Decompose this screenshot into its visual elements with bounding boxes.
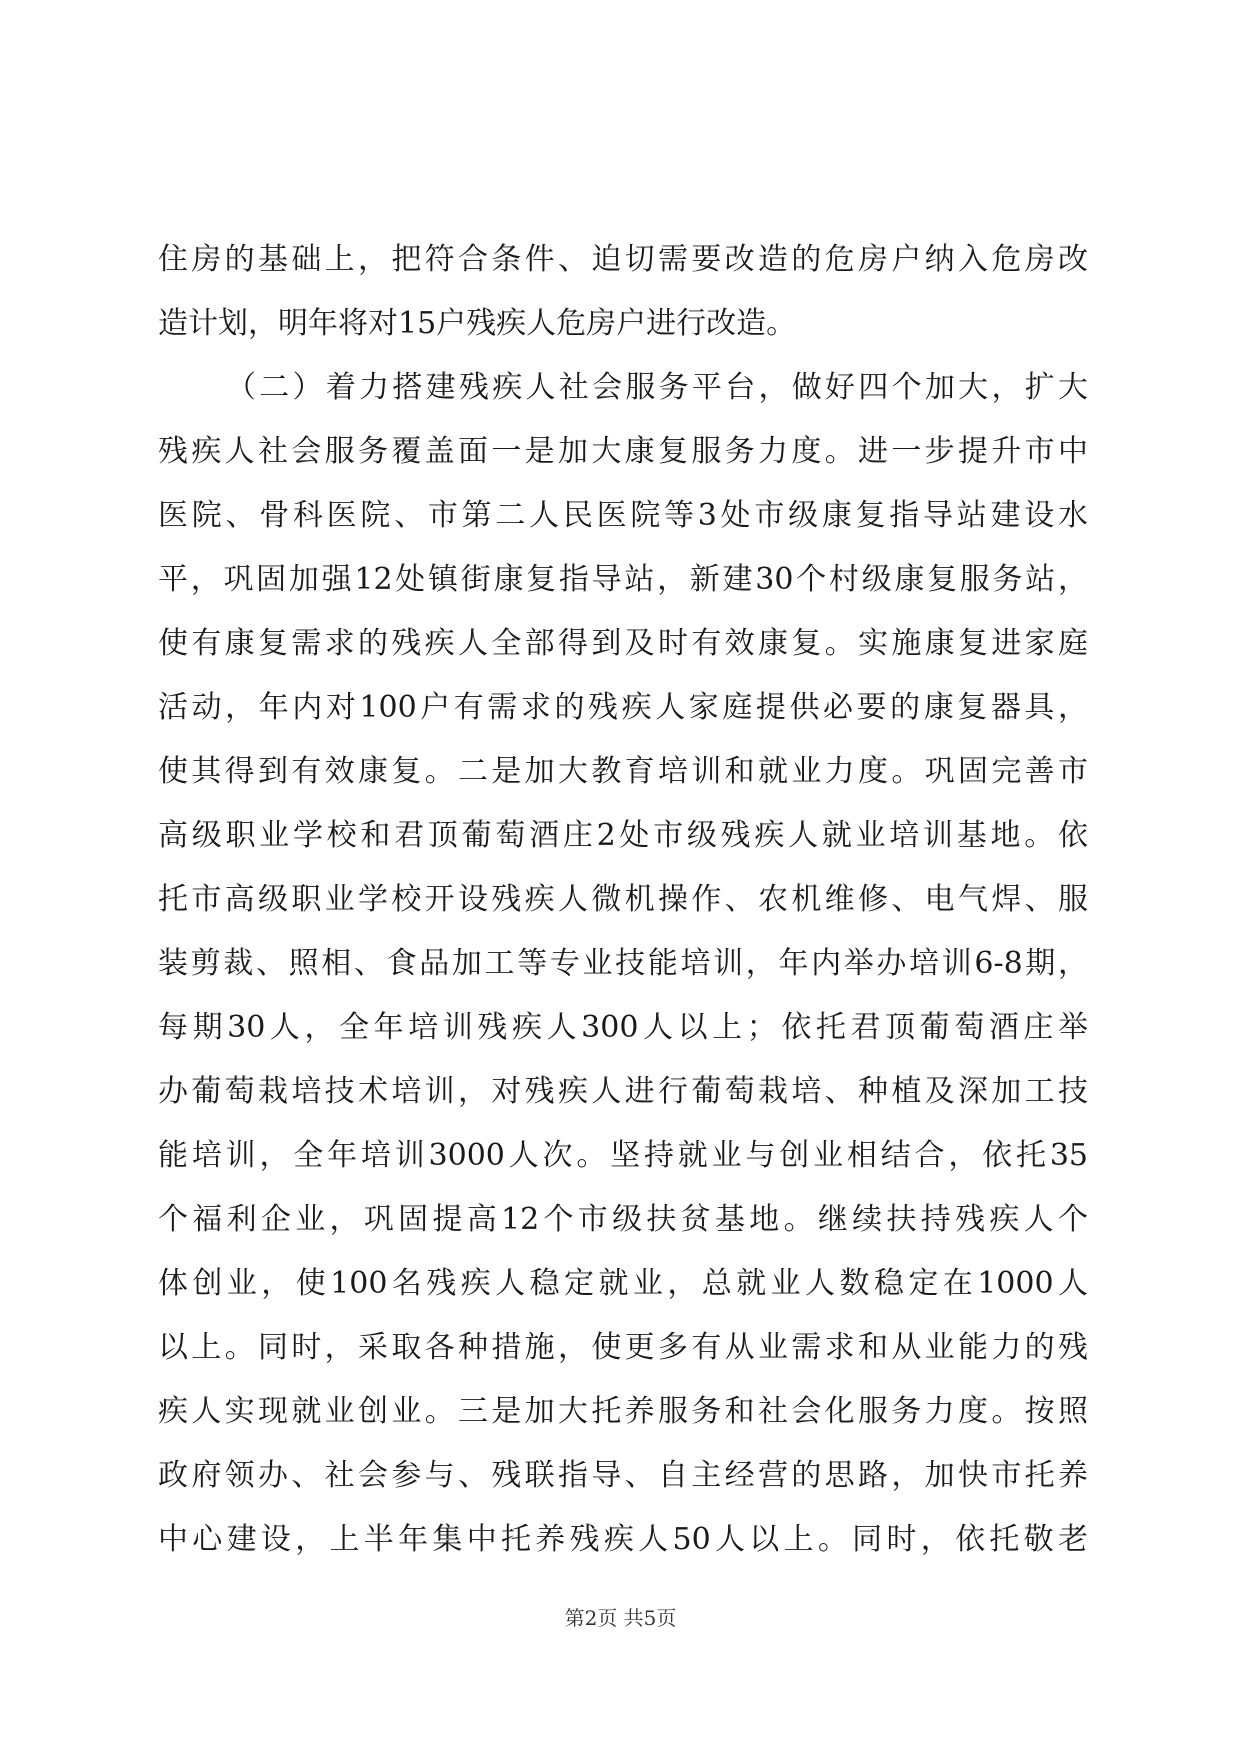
text-line: 装剪裁、照相、食品加工等专业技能培训，年内举办培训6-8期， bbox=[158, 946, 1088, 981]
text-line: 造计划，明年将对15户残疾人危房户进行改造。 bbox=[158, 306, 797, 341]
page-footer: 第2页 共5页 bbox=[564, 1606, 677, 1630]
text-line: 能培训，全年培训3000人次。坚持就业与创业相结合，依托35 bbox=[158, 1138, 1088, 1173]
text-line: 政府领办、社会参与、残联指导、自主经营的思路，加快市托养 bbox=[158, 1458, 1088, 1493]
text-line: （二）着力搭建残疾人社会服务平台，做好四个加大，扩大 bbox=[226, 370, 1088, 405]
text-line: 体创业，使100名残疾人稳定就业，总就业人数稳定在1000人 bbox=[158, 1266, 1088, 1301]
text-line: 以上。同时，采取各种措施，使更多有从业需求和从业能力的残 bbox=[158, 1330, 1088, 1365]
text-line: 平，巩固加强12处镇街康复指导站，新建30个村级康复服务站， bbox=[158, 562, 1088, 597]
text-line: 使有康复需求的残疾人全部得到及时有效康复。实施康复进家庭 bbox=[158, 626, 1088, 661]
text-line: 活动，年内对100户有需求的残疾人家庭提供必要的康复器具， bbox=[158, 690, 1088, 725]
text-line: 个福利企业，巩固提高12个市级扶贫基地。继续扶持残疾人个 bbox=[158, 1202, 1088, 1237]
text-line: 托市高级职业学校开设残疾人微机操作、农机维修、电气焊、服 bbox=[158, 882, 1088, 917]
text-line: 疾人实现就业创业。三是加大托养服务和社会化服务力度。按照 bbox=[158, 1394, 1088, 1429]
text-line: 高级职业学校和君顶葡萄酒庄2处市级残疾人就业培训基地。依 bbox=[158, 818, 1088, 853]
text-line: 医院、骨科医院、市第二人民医院等3处市级康复指导站建设水 bbox=[158, 498, 1088, 533]
body-text bbox=[158, 228, 1088, 1572]
text-line: 中心建设，上半年集中托养残疾人50人以上。同时，依托敬老 bbox=[158, 1522, 1088, 1557]
text-line: 每期30人，全年培训残疾人300人以上；依托君顶葡萄酒庄举 bbox=[158, 1010, 1088, 1045]
text-line: 残疾人社会服务覆盖面一是加大康复服务力度。进一步提升市中 bbox=[158, 434, 1088, 469]
text-line: 办葡萄栽培技术培训，对残疾人进行葡萄栽培、种植及深加工技 bbox=[158, 1074, 1088, 1109]
text-line: 使其得到有效康复。二是加大教育培训和就业力度。巩固完善市 bbox=[158, 754, 1088, 789]
text-line: 住房的基础上，把符合条件、迫切需要改造的危房户纳入危房改 bbox=[158, 242, 1088, 277]
